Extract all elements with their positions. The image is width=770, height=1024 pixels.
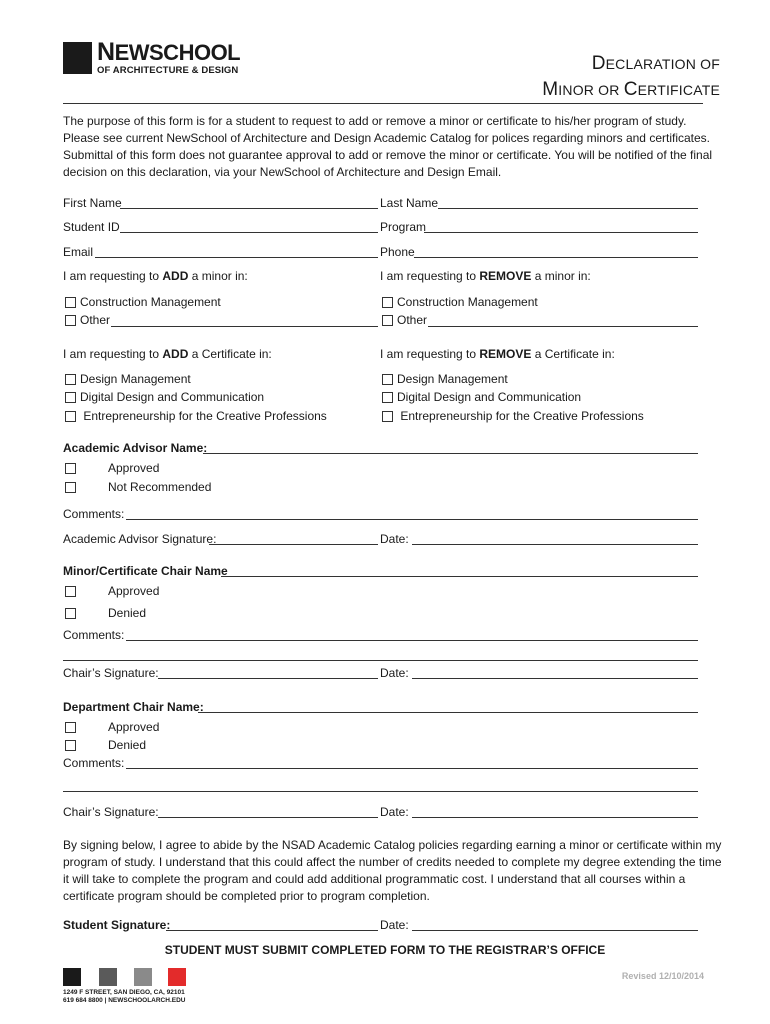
email-label: Email	[63, 245, 94, 259]
logo-name-rest: EWSCHOOL	[114, 40, 241, 65]
add-cert-digital-design-label: Digital Design and Communication	[80, 390, 265, 404]
chair-date-field[interactable]	[412, 678, 698, 679]
advisor-signature-field[interactable]	[209, 544, 378, 545]
advisor-approved-checkbox[interactable]	[65, 463, 76, 474]
add-cert-entrepreneurship-checkbox[interactable]	[65, 411, 76, 422]
chair-signature-label: Chair’s Signature:	[63, 666, 159, 680]
remove-cert-entrepreneurship-checkbox[interactable]	[382, 411, 393, 422]
remove-minor-other-checkbox[interactable]	[382, 315, 393, 326]
intro-paragraph: The purpose of this form is for a student to request to add or remove a minor or certificate to his/her program of study. Please see current NewSchool of Architecture and Design Academic Catalog for polices regarding minors and certificates. Submittal of this form does not guarantee approval to add or remove the minor or certificate. You will be notified of the final decision on this declaration, via your NewSchool of Architecture and Design Email.	[63, 114, 713, 179]
chair-date-label: Date:	[380, 666, 409, 680]
last-name-label: Last Name	[380, 196, 439, 210]
header-divider	[63, 103, 703, 104]
email-field[interactable]	[95, 257, 378, 258]
remove-certificate-heading: I am requesting to REMOVE a Certificate in:	[380, 347, 615, 361]
chair-denied-label: Denied	[108, 606, 147, 620]
add-cert-design-management-checkbox[interactable]	[65, 374, 76, 385]
student-signature-label: Student Signature:	[63, 918, 171, 932]
add-cert-design-management-label: Design Management	[80, 372, 191, 386]
agreement-paragraph: By signing below, I agree to abide by the NSAD Academic Catalog policies regarding earning a minor or certificate within my program of study. I understand that this could affect the number of credits needed to complete my degree extending the time it will take to complete the program and could add additional programmatic cost. I understand that all courses within a certificate program should be completed prior to program completion.	[63, 838, 722, 903]
logo-name-first-letter: N	[97, 38, 115, 66]
chair-name-field[interactable]	[221, 576, 698, 577]
advisor-name-field[interactable]	[203, 453, 698, 454]
logo-mark	[63, 42, 92, 74]
chair-approved-checkbox[interactable]	[65, 586, 76, 597]
student-id-label: Student ID	[63, 220, 120, 234]
form-title-line1: DECLARATION OF	[591, 53, 720, 74]
advisor-not-recommended-checkbox[interactable]	[65, 482, 76, 493]
department-denied-label: Denied	[108, 738, 147, 752]
advisor-comments-label: Comments:	[63, 507, 125, 521]
department-signature-label: Chair’s Signature:	[63, 805, 159, 819]
footer-square-gray	[134, 968, 152, 986]
add-cert-entrepreneurship-label: Entrepreneurship for the Creative Professions	[80, 409, 327, 423]
department-chair-name-field[interactable]	[198, 712, 698, 713]
submit-instruction: STUDENT MUST SUBMIT COMPLETED FORM TO THE REGISTRAR’S OFFICE	[164, 943, 606, 957]
last-name-field[interactable]	[438, 208, 698, 209]
department-date-field[interactable]	[412, 817, 698, 818]
remove-cert-design-management-label: Design Management	[397, 372, 508, 386]
footer-square-black	[63, 968, 81, 986]
department-approved-checkbox[interactable]	[65, 722, 76, 733]
logo-subtitle: OF ARCHITECTURE & DESIGN	[97, 65, 239, 76]
department-comments-label: Comments:	[63, 756, 125, 770]
first-name-label: First Name	[63, 196, 122, 210]
add-minor-other-checkbox[interactable]	[65, 315, 76, 326]
add-certificate-heading: I am requesting to ADD a Certificate in:	[63, 347, 272, 361]
advisor-date-field[interactable]	[412, 544, 698, 545]
chair-comments-field[interactable]	[126, 640, 698, 641]
add-cert-digital-design-checkbox[interactable]	[65, 392, 76, 403]
student-date-field[interactable]	[412, 930, 698, 931]
footer-address-line2: 619 684 8800 | NEWSCHOOLARCH.EDU	[63, 997, 186, 1004]
department-comments-field[interactable]	[126, 768, 698, 769]
add-minor-other-field[interactable]	[111, 326, 378, 327]
remove-cert-digital-design-label: Digital Design and Communication	[397, 390, 582, 404]
footer-address-line1: 1249 F STREET, SAN DIEGO, CA, 92101	[63, 989, 185, 996]
remove-cert-digital-design-checkbox[interactable]	[382, 392, 393, 403]
chair-signature-field[interactable]	[158, 678, 378, 679]
first-name-field[interactable]	[120, 208, 378, 209]
remove-minor-heading: I am requesting to REMOVE a minor in:	[380, 269, 591, 283]
chair-denied-checkbox[interactable]	[65, 608, 76, 619]
advisor-date-label: Date:	[380, 532, 409, 546]
advisor-signature-label: Academic Advisor Signature:	[63, 532, 217, 546]
remove-minor-construction-label: Construction Management	[397, 295, 538, 309]
remove-cert-entrepreneurship-label: Entrepreneurship for the Creative Professions	[397, 409, 644, 423]
advisor-approved-label: Approved	[108, 461, 160, 475]
chair-comments-label: Comments:	[63, 628, 125, 642]
footer-square-red	[168, 968, 186, 986]
department-chair-name-label: Department Chair Name:	[63, 700, 204, 714]
remove-minor-other-field[interactable]	[428, 326, 698, 327]
phone-field[interactable]	[414, 257, 698, 258]
add-minor-construction-checkbox[interactable]	[65, 297, 76, 308]
add-minor-heading: I am requesting to ADD a minor in:	[63, 269, 248, 283]
remove-minor-construction-checkbox[interactable]	[382, 297, 393, 308]
phone-label: Phone	[380, 245, 415, 259]
chair-comments-field-line2[interactable]	[63, 660, 698, 661]
department-signature-field[interactable]	[158, 817, 378, 818]
department-denied-checkbox[interactable]	[65, 740, 76, 751]
program-field[interactable]	[424, 232, 698, 233]
add-minor-construction-label: Construction Management	[80, 295, 221, 309]
footer-address	[63, 989, 185, 1005]
student-date-label: Date:	[380, 918, 409, 932]
student-signature-field[interactable]	[166, 930, 378, 931]
logo-name	[97, 40, 240, 65]
advisor-name-label: Academic Advisor Name:	[63, 441, 208, 455]
program-label: Program	[380, 220, 427, 234]
remove-minor-other-label: Other	[397, 313, 428, 327]
chair-approved-label: Approved	[108, 584, 160, 598]
advisor-not-recommended-label: Not Recommended	[108, 480, 212, 494]
chair-name-label: Minor/Certificate Chair Name	[63, 564, 228, 578]
revision-date: Revised 12/10/2014	[621, 971, 704, 981]
student-id-field[interactable]	[120, 232, 378, 233]
remove-cert-design-management-checkbox[interactable]	[382, 374, 393, 385]
form-title-line2: MINOR OR CERTIFICATE	[542, 79, 720, 100]
footer-square-darkgray	[99, 968, 117, 986]
department-date-label: Date:	[380, 805, 409, 819]
department-comments-field-line2[interactable]	[63, 791, 698, 792]
department-approved-label: Approved	[108, 720, 160, 734]
advisor-comments-field[interactable]	[126, 519, 698, 520]
add-minor-other-label: Other	[80, 313, 111, 327]
